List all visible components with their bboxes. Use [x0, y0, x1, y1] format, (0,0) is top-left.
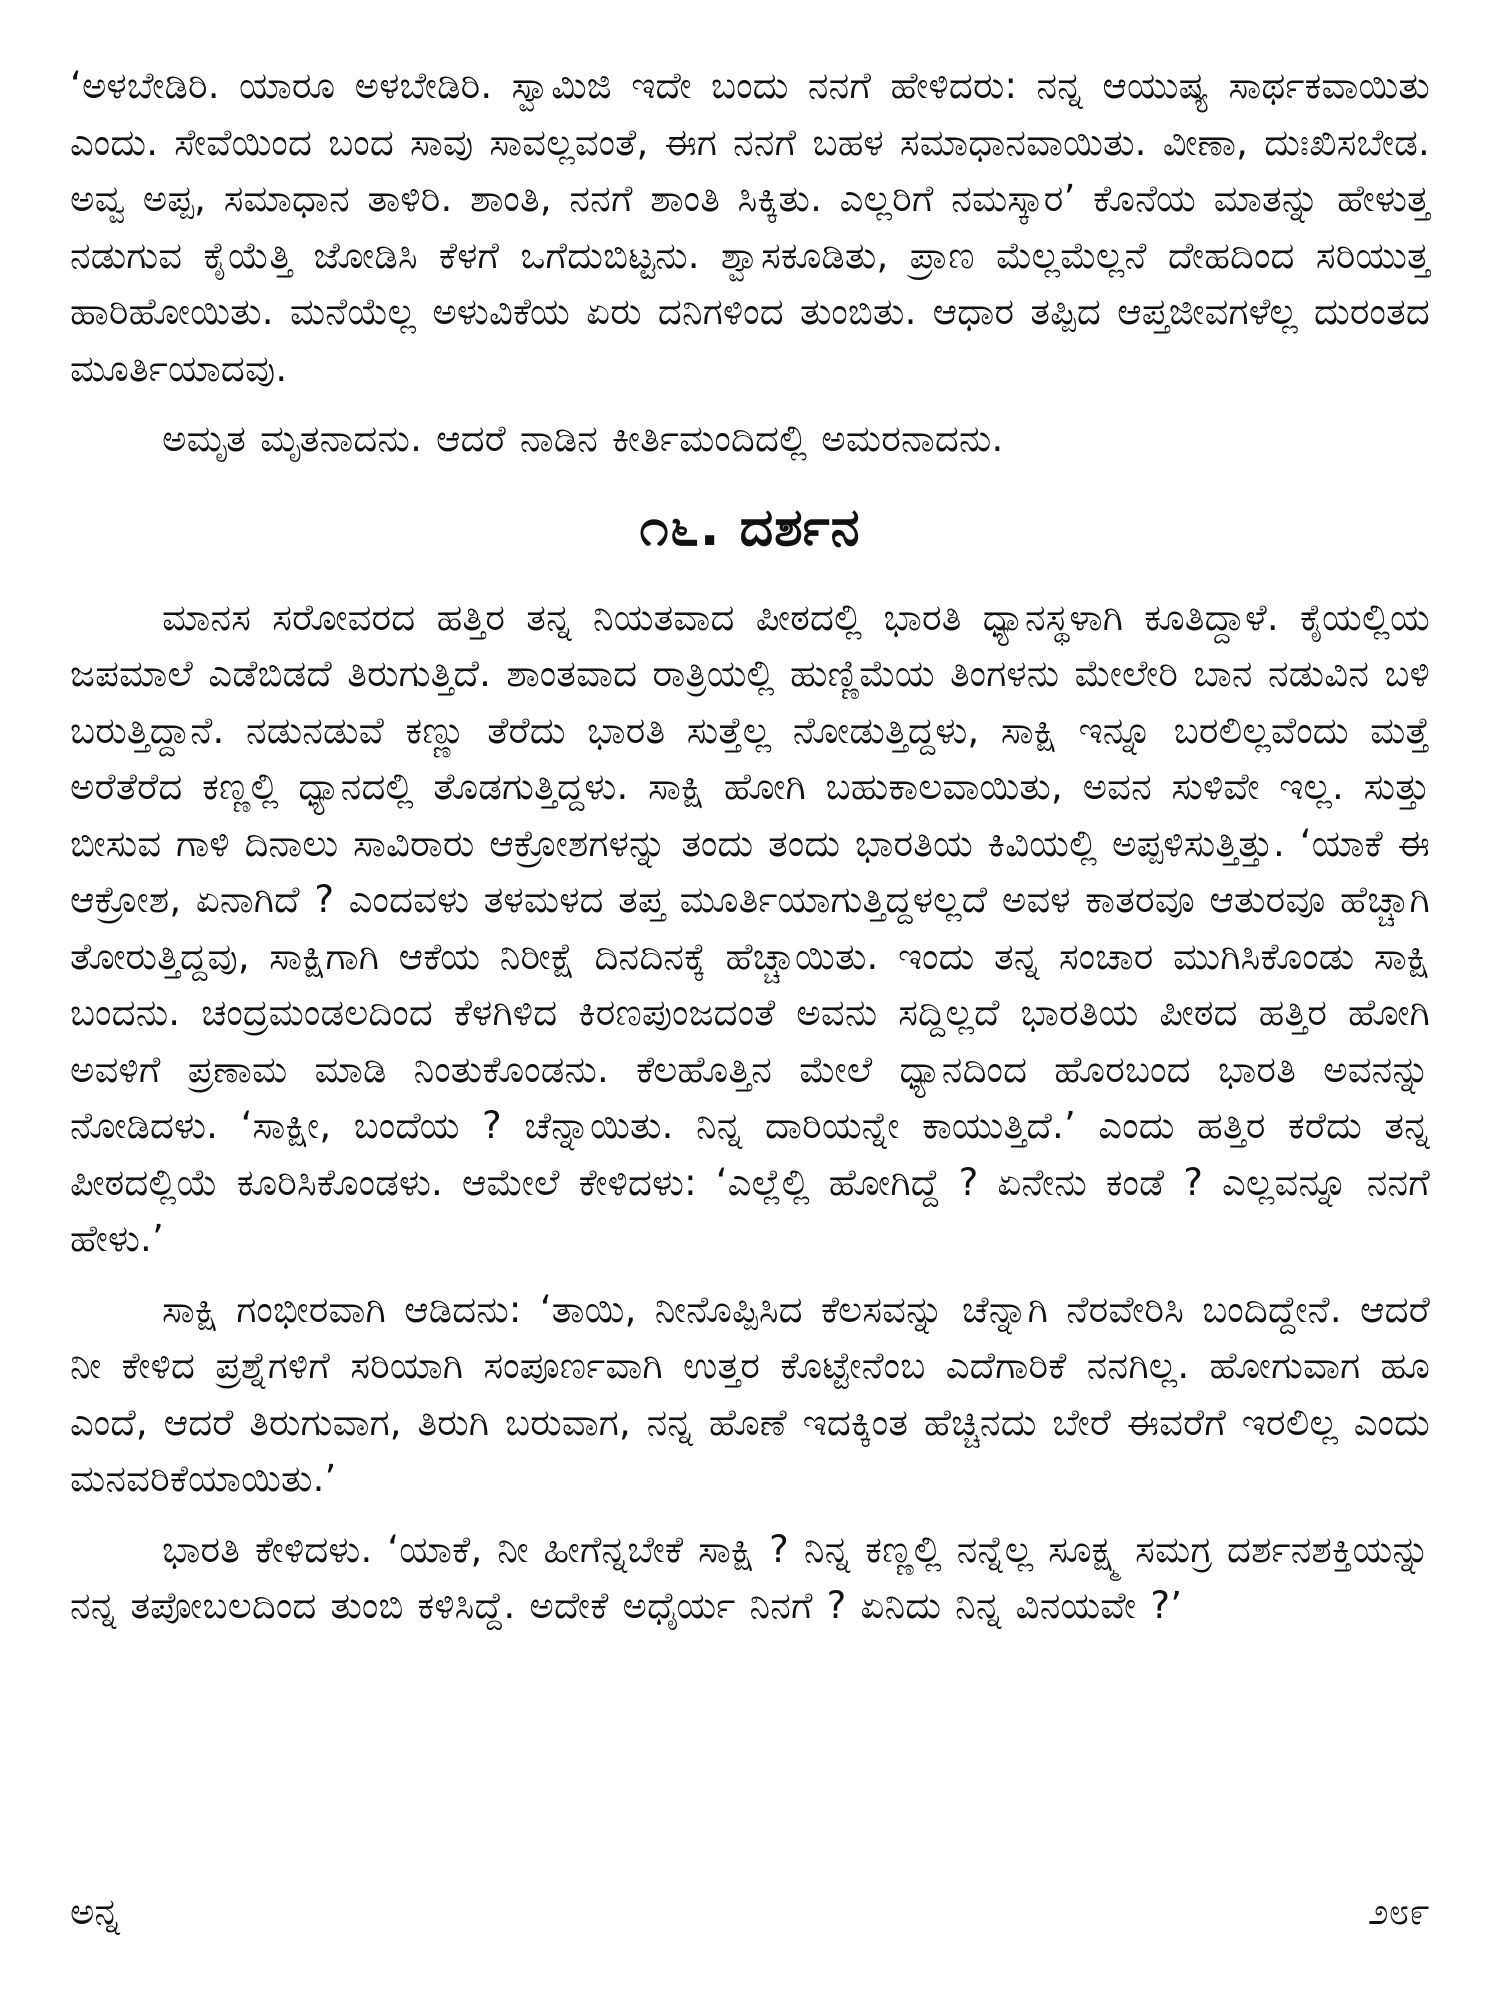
book-title: ಅನ್ನ: [70, 1890, 120, 1933]
book-page: [70, 58, 1430, 1938]
paragraph-sakshi-reply: ಸಾಕ್ಷಿ ಗಂಭೀರವಾಗಿ ಆಡಿದನು: ‘ತಾಯಿ, ನೀನೊಪ್ಪಿಸಿದ ಕೆಲಸವನ್ನು ಚೆನ್ನಾಗಿ ನೆರವೇರಿಸಿ ಬಂದಿದ್ದೇನೆ. ಆದರೆ ನೀ ಕೇಳಿದ ಪ್ರಶ್ನೆಗಳಿಗೆ ಸರಿಯಾಗಿ ಸಂಪೂರ್ಣವಾಗಿ ಉತ್ತರ ಕೊಟ್ಟೇನೆಂಬ ಎದೆಗಾರಿಕೆ ನನಗಿಲ್ಲ. ಹೋಗುವಾಗ ಹೂ ಎಂದೆ, ಆದರೆ ತಿರುಗುವಾಗ, ತಿರುಗಿ ಬರುವಾಗ, ನನ್ನ ಹೊಣೆ ಇದಕ್ಕಿಂತ ಹೆಚ್ಚಿನದು ಬೇರೆ ಈವರೆಗೆ ಇರಲಿಲ್ಲ ಎಂದು ಮನವರಿಕೆಯಾಯಿತು.’: [70, 1287, 1430, 1500]
page-number: ೨೮೯: [1367, 1890, 1430, 1933]
paragraph-deathbed-speech: ‘ಅಳಬೇಡಿರಿ. ಯಾರೂ ಅಳಬೇಡಿರಿ. ಸ್ವಾಮಿಜಿ ಇದೇ ಬಂದು ನನಗೆ ಹೇಳಿದರು: ನನ್ನ ಆಯುಷ್ಯ ಸಾರ್ಥಕವಾಯಿತು ಎಂದು. ಸೇವೆಯಿಂದ ಬಂದ ಸಾವು ಸಾವಲ್ಲವಂತೆ, ಈಗ ನನಗೆ ಬಹಳ ಸಮಾಧಾನವಾಯಿತು. ವೀಣಾ, ದುಃಖಿಸಬೇಡ. ಅವ್ವ ಅಪ್ಪ, ಸಮಾಧಾನ ತಾಳಿರಿ. ಶಾಂತಿ, ನನಗೆ ಶಾಂತಿ ಸಿಕ್ಕಿತು. ಎಲ್ಲರಿಗೆ ನಮಸ್ಕಾರ’ ಕೊನೆಯ ಮಾತನ್ನು ಹೇಳುತ್ತ ನಡುಗುವ ಕೈಯೆತ್ತಿ ಜೋಡಿಸಿ ಕೆಳಗೆ ಒಗೆದುಬಿಟ್ಟನು. ಶ್ವಾಸಕೂಡಿತು, ಪ್ರಾಣ ಮೆಲ್ಲಮೆಲ್ಲನೆ ದೇಹದಿಂದ ಸರಿಯುತ್ತ ಹಾರಿಹೋಯಿತು. ಮನೆಯೆಲ್ಲ ಅಳುವಿಕೆಯ ಏರು ದನಿಗಳಿಂದ ತುಂಬಿತು. ಆಧಾರ ತಪ್ಪಿದ ಆಪ್ತಜೀವಗಳೆಲ್ಲ ದುರಂತದ ಮೂರ್ತಿಯಾದವು.: [70, 64, 1430, 390]
page-footer: [70, 1884, 1430, 1940]
chapter-heading: ೧೬. ದರ್ಶನ: [639, 497, 861, 558]
paragraph-bharati-meditation: ಮಾನಸ ಸರೋವರದ ಹತ್ತಿರ ತನ್ನ ನಿಯತವಾದ ಪೀಠದಲ್ಲಿ ಭಾರತಿ ಧ್ಯಾನಸ್ಥಳಾಗಿ ಕೂತಿದ್ದಾಳೆ. ಕೈಯಲ್ಲಿಯ ಜಪಮಾಲೆ ಎಡೆಬಿಡದೆ ತಿರುಗುತ್ತಿದೆ. ಶಾಂತವಾದ ರಾತ್ರಿಯಲ್ಲಿ ಹುಣ್ಣಿಮೆಯ ತಿಂಗಳನು ಮೇಲೇರಿ ಬಾನ ನಡುವಿನ ಬಳಿ ಬರುತ್ತಿದ್ದಾನೆ. ನಡುನಡುವೆ ಕಣ್ಣು ತೆರೆದು ಭಾರತಿ ಸುತ್ತೆಲ್ಲ ನೋಡುತ್ತಿದ್ದಳು, ಸಾಕ್ಷಿ ಇನ್ನೂ ಬರಲಿಲ್ಲವೆಂದು ಮತ್ತೆ ಅರೆತೆರೆದ ಕಣ್ಣಲ್ಲಿ ಧ್ಯಾನದಲ್ಲಿ ತೊಡಗುತ್ತಿದ್ದಳು. ಸಾಕ್ಷಿ ಹೋಗಿ ಬಹುಕಾಲವಾಯಿತು, ಅವನ ಸುಳಿವೇ ಇಲ್ಲ. ಸುತ್ತು ಬೀಸುವ ಗಾಳಿ ದಿನಾಲು ಸಾವಿರಾರು ಆಕ್ರೋಶಗಳನ್ನು ತಂದು ತಂದು ಭಾರತಿಯ ಕಿವಿಯಲ್ಲಿ ಅಪ್ಪಳಿಸುತ್ತಿತ್ತು. ‘ಯಾಕೆ ಈ ಆಕ್ರೋಶ, ಏನಾಗಿದೆ ? ಎಂದವಳು ತಳಮಳದ ತಪ್ತ ಮೂರ್ತಿಯಾಗುತ್ತಿದ್ದಳಲ್ಲದೆ ಅವಳ ಕಾತರವೂ ಆತುರವೂ ಹೆಚ್ಚಾಗಿ ತೋರುತ್ತಿದ್ದವು, ಸಾಕ್ಷಿಗಾಗಿ ಆಕೆಯ ನಿರೀಕ್ಷೆ ದಿನದಿನಕ್ಕೆ ಹೆಚ್ಚಾಯಿತು. ಇಂದು ತನ್ನ ಸಂಚಾರ ಮುಗಿಸಿಕೊಂಡು ಸಾಕ್ಷಿ ಬಂದನು. ಚಂದ್ರಮಂಡಲದಿಂದ ಕೆಳಗಿಳಿದ ಕಿರಣಪುಂಜದಂತೆ ಅವನು ಸದ್ದಿಲ್ಲದೆ ಭಾರತಿಯ ಪೀಠದ ಹತ್ತಿರ ಹೋಗಿ ಅವಳಿಗೆ ಪ್ರಣಾಮ ಮಾಡಿ ನಿಂತುಕೊಂಡನು. ಕೆಲಹೊತ್ತಿನ ಮೇಲೆ ಧ್ಯಾನದಿಂದ ಹೊರಬಂದ ಭಾರತಿ ಅವನನ್ನು ನೋಡಿದಳು. ‘ಸಾಕ್ಷೀ, ಬಂದೆಯ ? ಚೆನ್ನಾಯಿತು. ನಿನ್ನ ದಾರಿಯನ್ನೇ ಕಾಯುತ್ತಿದೆ.’ ಎಂದು ಹತ್ತಿರ ಕರೆದು ತನ್ನ ಪೀಠದಲ್ಲಿಯೆ ಕೂರಿಸಿಕೊಂಡಳು. ಆಮೇಲೆ ಕೇಳಿದಳು: ‘ಎಲ್ಲೆಲ್ಲಿ ಹೋಗಿದ್ದೆ ? ಏನೇನು ಕಂಡೆ ? ಎಲ್ಲವನ್ನೂ ನನಗೆ ಹೇಳು.’: [70, 595, 1430, 1260]
paragraph-amrita-immortal: ಅಮೃತ ಮೃತನಾದನು. ಆದರೆ ನಾಡಿನ ಕೀರ್ತಿಮಂದಿದಲ್ಲಿ ಅಮರನಾದನು.: [162, 417, 1004, 460]
paragraph-bharati-question: ಭಾರತಿ ಕೇಳಿದಳು. ‘ಯಾಕೆ, ನೀ ಹೀಗೆನ್ನಬೇಕೆ ಸಾಕ್ಷಿ ? ನಿನ್ನ ಕಣ್ಣಲ್ಲಿ ನನ್ನೆಲ್ಲ ಸೂಕ್ಷ್ಮ ಸಮಗ್ರ ದರ್ಶನಶಕ್ತಿಯನ್ನು ನನ್ನ ತಪೋಬಲದಿಂದ ತುಂಬಿ ಕಳಿಸಿದ್ದೆ. ಅದೇಕೆ ಅಧೈರ್ಯ ನಿನಗೆ ? ಏನಿದು ನಿನ್ನ ವಿನಯವೇ ?’: [70, 1527, 1430, 1627]
